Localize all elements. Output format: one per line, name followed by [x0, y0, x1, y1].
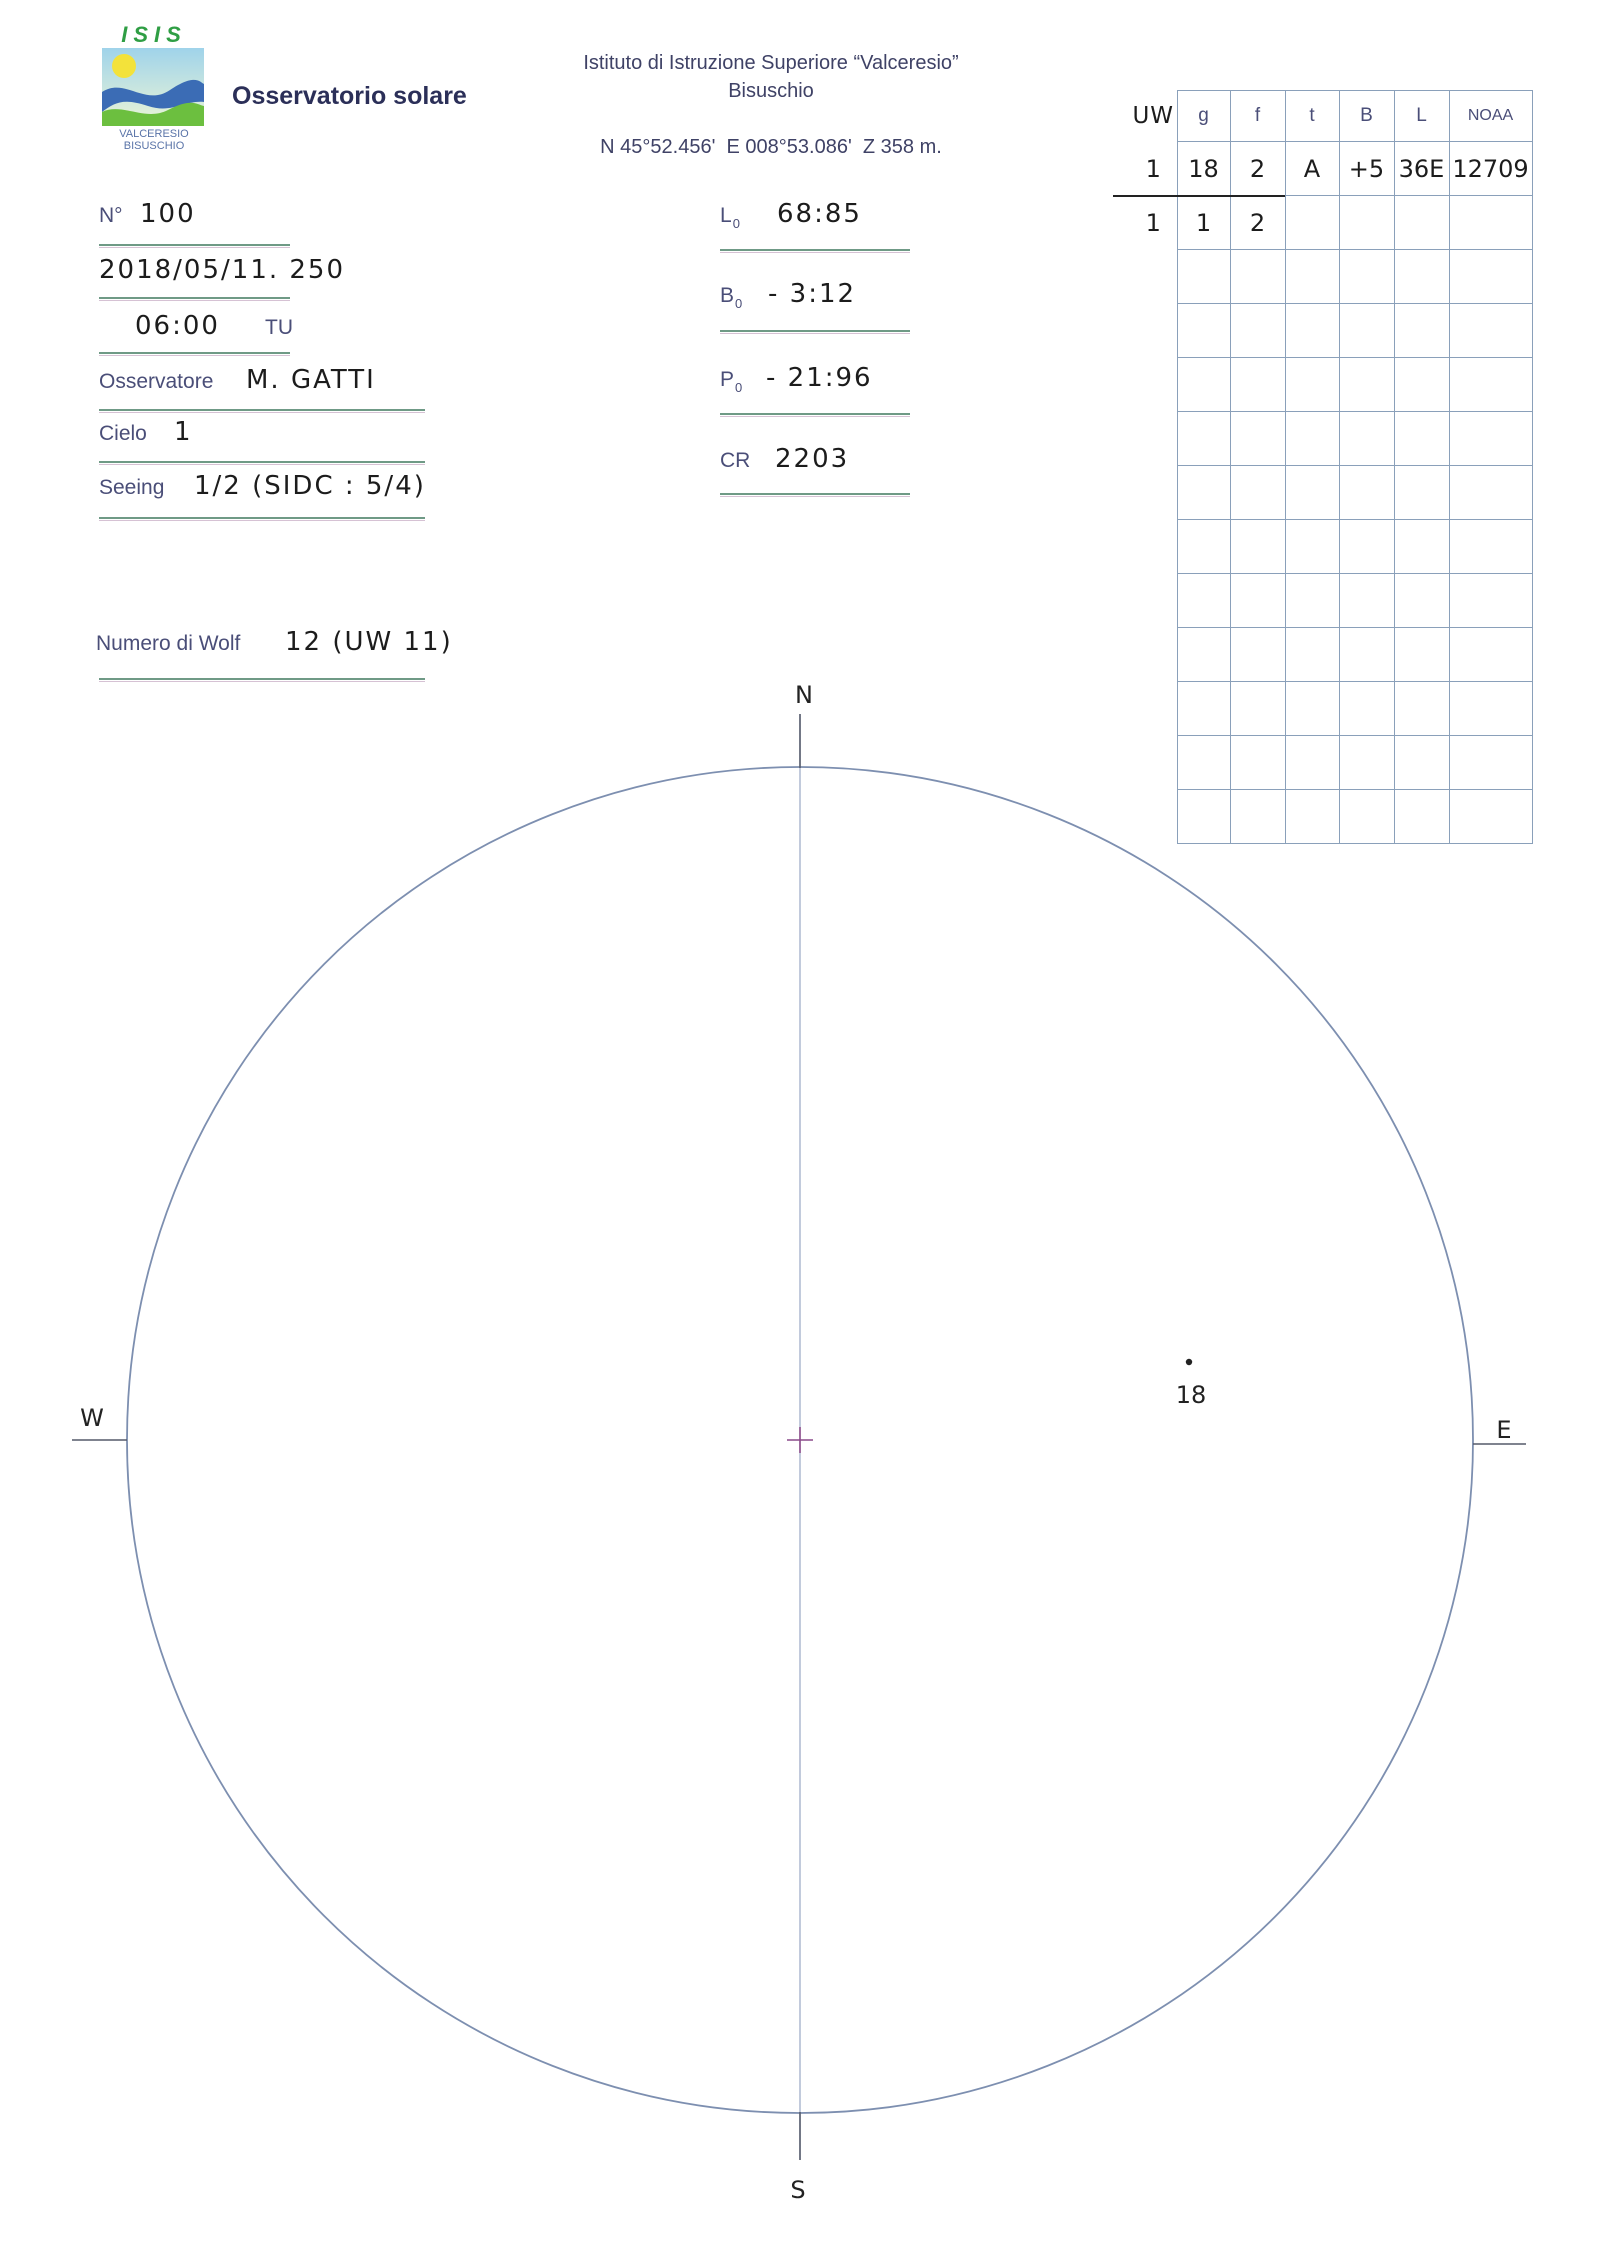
column-header-b: B [1339, 91, 1394, 142]
cell-t [1285, 466, 1339, 520]
table-row [1130, 304, 1532, 358]
cell-f [1230, 520, 1285, 574]
table-row [1130, 682, 1532, 736]
seeing-label: Seeing [99, 476, 165, 499]
cell-t [1285, 682, 1339, 736]
cell-t [1285, 574, 1339, 628]
cell-uw [1130, 790, 1177, 844]
column-header-l: L [1394, 91, 1449, 142]
cell-g [1177, 304, 1230, 358]
table-head [1130, 91, 1532, 142]
cell-t [1285, 412, 1339, 466]
l0-rule [720, 249, 910, 251]
field-l0 [720, 199, 862, 239]
cell-noaa [1449, 574, 1532, 628]
cell-g [1177, 682, 1230, 736]
b0-rule [720, 330, 910, 332]
p0-value: - 21:96 [766, 363, 873, 393]
cell-noaa [1449, 628, 1532, 682]
b0-subscript: 0 [735, 296, 743, 311]
cr-value: 2203 [775, 444, 850, 474]
field-b0 [720, 279, 856, 319]
cell-b [1339, 196, 1394, 250]
cell-b [1339, 628, 1394, 682]
number-value: 100 [140, 199, 196, 229]
north-label: N [795, 681, 813, 709]
cell-noaa [1449, 682, 1532, 736]
column-header-t: t [1285, 91, 1339, 142]
time-unit: TU [265, 316, 293, 339]
observer-rule [99, 409, 425, 411]
cell-l [1394, 790, 1449, 844]
cell-b [1339, 358, 1394, 412]
cell-t [1285, 736, 1339, 790]
west-label: W [80, 1404, 104, 1432]
cell-uw [1130, 682, 1177, 736]
cell-l [1394, 682, 1449, 736]
cell-uw [1130, 520, 1177, 574]
cell-noaa [1449, 736, 1532, 790]
wolf-value: 12 (UW 11) [285, 627, 453, 657]
cell-noaa [1449, 304, 1532, 358]
sunspot-group-marker [1186, 1359, 1192, 1365]
cell-uw [1130, 628, 1177, 682]
table-row [1130, 142, 1532, 196]
field-date [99, 255, 345, 289]
cell-g [1177, 790, 1230, 844]
institute-name: Istituto di Istruzione Superiore “Valceresio” [583, 52, 959, 74]
field-observer [99, 365, 376, 399]
east-label: E [1496, 1416, 1512, 1444]
cell-t [1285, 250, 1339, 304]
p0-label [720, 365, 766, 403]
cell-l [1394, 358, 1449, 412]
cell-g [1177, 736, 1230, 790]
cell-f [1230, 628, 1285, 682]
field-sky [99, 417, 193, 451]
table-row [1130, 574, 1532, 628]
cell-l: 36E [1394, 142, 1449, 196]
table-row [1130, 790, 1532, 844]
cell-f [1230, 412, 1285, 466]
field-p0 [720, 363, 873, 403]
cell-f [1230, 304, 1285, 358]
cell-b: +5 [1339, 142, 1394, 196]
cell-noaa [1449, 196, 1532, 250]
column-header-g: g [1177, 91, 1230, 142]
b0-value: - 3:12 [768, 279, 857, 309]
cell-noaa: 12709 [1449, 142, 1532, 196]
sky-rule [99, 461, 425, 463]
table-row [1130, 628, 1532, 682]
cell-f [1230, 250, 1285, 304]
cell-l [1394, 412, 1449, 466]
cell-g [1177, 628, 1230, 682]
p0-symbol: P [720, 368, 735, 391]
cell-g: 1 [1177, 196, 1230, 250]
table-row [1130, 736, 1532, 790]
table-row [1130, 250, 1532, 304]
l0-symbol: L [720, 204, 732, 227]
field-carrington-rotation [720, 444, 849, 478]
cell-b [1339, 574, 1394, 628]
cell-uw [1130, 574, 1177, 628]
table-row [1130, 196, 1532, 250]
cell-uw [1130, 358, 1177, 412]
cell-b [1339, 304, 1394, 358]
cell-l [1394, 196, 1449, 250]
sunspot-groups-table [1130, 90, 1533, 844]
logo-wordmark: ISIS [121, 22, 187, 47]
cell-b [1339, 682, 1394, 736]
l0-label [720, 201, 777, 239]
cell-l [1394, 466, 1449, 520]
b0-label [720, 281, 768, 319]
observer-value: M. GATTI [246, 365, 376, 395]
cell-b [1339, 250, 1394, 304]
cell-noaa [1449, 412, 1532, 466]
cell-l [1394, 736, 1449, 790]
cell-uw [1130, 304, 1177, 358]
cell-uw: 1 [1145, 154, 1161, 183]
cell-l [1394, 574, 1449, 628]
cell-f [1230, 790, 1285, 844]
cell-f [1230, 736, 1285, 790]
cell-noaa [1449, 466, 1532, 520]
cell-t [1285, 628, 1339, 682]
logo-place-line1: VALCERESIO [119, 128, 189, 140]
column-header-f: f [1230, 91, 1285, 142]
cell-g: 18 [1177, 142, 1230, 196]
cell-g [1177, 574, 1230, 628]
sky-value: 1 [174, 417, 193, 447]
observer-label: Osservatore [99, 370, 214, 393]
institute-town: Bisuschio [728, 80, 814, 102]
cell-g [1177, 520, 1230, 574]
column-header-noaa: NOAA [1449, 91, 1532, 142]
field-number [99, 199, 196, 233]
cell-g [1177, 412, 1230, 466]
cell-noaa [1449, 250, 1532, 304]
isis-logo [100, 22, 208, 154]
field-wolf-number [96, 627, 453, 661]
table-row [1130, 466, 1532, 520]
seeing-value: 1/2 (SIDC : 5/4) [194, 471, 426, 501]
table-header-row [1130, 91, 1532, 142]
cr-label: CR [720, 449, 751, 472]
wolf-rule [99, 678, 425, 680]
sky-label: Cielo [99, 422, 147, 445]
column-header-uw: UW [1132, 103, 1175, 129]
cell-b [1339, 466, 1394, 520]
cell-l [1394, 520, 1449, 574]
station-coordinates: N 45°52.456' E 008°53.086' Z 358 m. [600, 136, 942, 158]
cell-uw [1130, 250, 1177, 304]
date-value: 2018/05/11. 250 [99, 255, 346, 285]
cell-t [1285, 790, 1339, 844]
page-title: Osservatorio solare [232, 82, 467, 110]
time-value: 06:00 [135, 311, 220, 341]
wolf-label: Numero di Wolf [96, 632, 241, 655]
cell-uw: 1 [1145, 208, 1161, 237]
cell-b [1339, 520, 1394, 574]
field-seeing [99, 471, 426, 505]
cell-t [1285, 196, 1339, 250]
cell-t [1285, 358, 1339, 412]
cell-b [1339, 412, 1394, 466]
number-rule [99, 244, 290, 246]
cell-f: 2 [1230, 196, 1285, 250]
cell-g [1177, 250, 1230, 304]
table-row [1130, 520, 1532, 574]
cell-uw [1130, 412, 1177, 466]
table-body [1130, 142, 1532, 844]
cell-t [1285, 520, 1339, 574]
cell-f [1230, 358, 1285, 412]
cell-l [1394, 250, 1449, 304]
table-row-divider [1113, 195, 1285, 197]
p0-subscript: 0 [735, 380, 743, 395]
time-rule [99, 352, 290, 354]
cell-g [1177, 466, 1230, 520]
field-time [135, 311, 293, 345]
sunspot-group-label: 18 [1175, 1381, 1207, 1409]
south-label: S [790, 2176, 806, 2204]
seeing-rule [99, 517, 425, 519]
cell-f [1230, 466, 1285, 520]
cell-noaa [1449, 790, 1532, 844]
p0-rule [720, 413, 910, 415]
table-row [1130, 358, 1532, 412]
cell-uw [1130, 466, 1177, 520]
l0-value: 68:85 [777, 199, 862, 229]
cell-b [1339, 790, 1394, 844]
cell-t [1285, 304, 1339, 358]
logo-place-line2: BISUSCHIO [123, 140, 185, 152]
sun-icon [112, 54, 136, 78]
center-cross [787, 1427, 813, 1453]
table-row [1130, 412, 1532, 466]
cell-g [1177, 358, 1230, 412]
cell-f [1230, 682, 1285, 736]
cell-b [1339, 736, 1394, 790]
cell-f [1230, 574, 1285, 628]
number-label: N° [99, 204, 123, 227]
b0-symbol: B [720, 284, 735, 307]
cell-noaa [1449, 358, 1532, 412]
cell-uw [1130, 736, 1177, 790]
cell-f: 2 [1230, 142, 1285, 196]
l0-subscript: 0 [732, 216, 740, 231]
date-rule [99, 297, 290, 299]
cell-l [1394, 628, 1449, 682]
cell-t: A [1285, 142, 1339, 196]
cell-noaa [1449, 520, 1532, 574]
cell-l [1394, 304, 1449, 358]
cr-rule [720, 493, 910, 495]
